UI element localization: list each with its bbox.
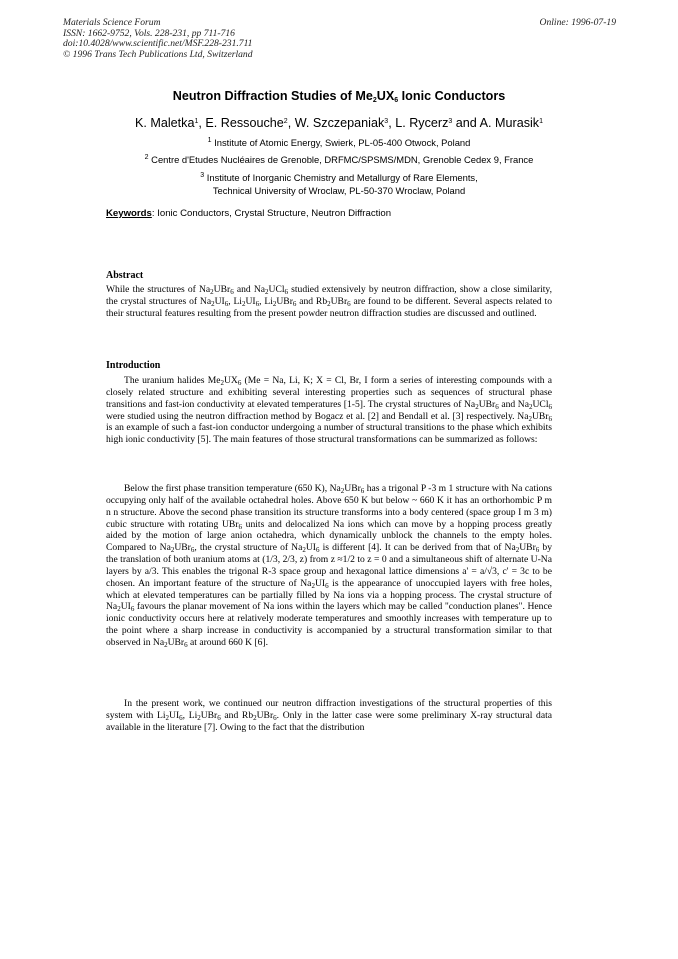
author-name: A. Murasik: [479, 116, 540, 130]
abstract-text: While the structures of $Na_2UBr_6$ and $Na_2UCl_6$ studied extensively by neutron diffraction, show a close similarity, the crystal structures of $Na_2UI_6$, $Li_2UI_6$, $Li_2UBr_6$ and $Rb_2UBr_6$ are found to be different. Several aspects related to their structural features resulting from the present powder neutron diffraction studies are discussed and outlined.: [106, 284, 553, 319]
author-name: L. Rycerz: [395, 116, 449, 130]
keywords-text: Ionic Conductors, Crystal Structure, Neutron Diffraction: [154, 208, 392, 219]
affiliation-1: $^1$ Institute of Atomic Energy, Swierk, PL-05-400 Otwock, Poland: [207, 137, 471, 148]
abstract-heading: Abstract: [106, 270, 144, 281]
author-affiliation-mark: 1: [194, 118, 199, 125]
affiliation-2: $^2$ Centre d'Etudes Nucléaires de Grenoble, DRFMC/SPSMS/MDN, Grenoble Cedex 9, France: [144, 154, 534, 165]
author-affiliation-mark: 2: [283, 118, 288, 125]
author-list: K. Maletka$^1$, E. Ressouche$^2$, W. Szczepaniak$^3$, L. Rycerz$^3$ and A. Murasik$^1$: [134, 116, 544, 130]
author-affiliation-mark: 3: [448, 118, 453, 125]
copyright-line: © 1996 Trans Tech Publications Ltd, Switzerland: [63, 48, 253, 60]
author-affiliation-mark: 3: [384, 118, 389, 125]
intro-paragraph-2: Below the first phase transition temperature (650 K), $Na_2UBr_6$ has a trigonal P -3 m 1 structure with Na cations occupying only half of the available octahedral holes. Above 650 K but below ~ 660 K it has an orthorhombic P m n n structure. Above the second phase transition its structure transforms into a body centered (space group I m 3 m) cubic structure with rotating UBr$_6$ units and delocalized Na ions which can move by a hopping process greatly aided by the motion of large anion octahedra, which dynamically unblock the channels to the empty holes. Compared to $Na_2UBr_6$, the crystal structure of $Na_2UI_6$ is different [4]. It can be derived from that of $Na_2UBr_6$ by the translation of both uranium atoms at (1/3, 2/3, z) from z ≈1/2 to z = 0 and a simultaneous shift of alternate U-Na layers by a/3. This enables the trigonal R-3 space group and hexagonal lattice dimensions a' = a/√3, c' = 3c to be chosen. An important feature of the structure of $Na_2UI_6$ is the appearance of unoccupied layers with free holes, which at elevated temperatures can be partially filled by Na ions via a hopping process. The crystal structure of $Na_2UI_6$ favours the planar movement of Na ions within the layers which may be called "conduction planes". Hence ionic conductivity occurs here at relatively moderate temperatures and smoothly increases with temperature up to the point where a sharp increase in conductivity is accompanied by a structural transformation similar to that observed in $Na_2UBr_6$ at around 660 K [6].: [106, 483, 552, 649]
paper-title: Neutron Diffraction Studies of $Me_2UX_6$ Ionic Conductors: [172, 89, 506, 104]
author-name: W. Szczepaniak: [294, 116, 385, 130]
keywords-label: Keywords: [106, 208, 152, 219]
intro-paragraph-3: In the present work, we continued our neutron diffraction investigations of the structural properties of this system with $Li_2UI_6$, $Li_2UBr_6$ and $Rb_2UBr_6$. Only in the latter case were some preliminary X-ray structural data available in the literature [7]. Owing to the fact that the distribution: [106, 698, 552, 733]
author-name: E. Ressouche: [205, 116, 284, 130]
issn-line: ISSN: 1662-9752, Vols. 228-231, pp 711-716: [63, 27, 235, 39]
author-affiliation-mark: 1: [539, 118, 544, 125]
introduction-heading: Introduction: [106, 360, 161, 371]
intro-paragraph-1: The uranium halides $Me_2UX_6$ (Me = Na, Li, K; X = Cl, Br, I form a series of interesting compounds with a closely related structure and exhibiting several interesting properties such as sequences of structural phase transitions and fast-ion conductivity at elevated temperatures [1-5]. The crystal structures of $Na_2UBr_6$ and $Na_2UCl_6$ were studied using the neutron diffraction method by Bogacz et al. [2] and Bendall et al. [3] respectively. $Na_2UBr_6$ is an example of such a fast-ion conductor undergoing a number of structural transitions to the phase which exhibits high ionic conductivity [5]. The main features of those structural transformations can be summarized as follows:: [106, 375, 553, 446]
author-name: K. Maletka: [134, 116, 195, 130]
journal-name: Materials Science Forum: [63, 17, 161, 28]
affiliation-3: $^3$ Institute of Inorganic Chemistry and Metallurgy of Rare Elements, Technical University of Wroclaw, PL-50-370 Wroclaw, Poland: [200, 172, 478, 196]
keywords: Keywords: Ionic Conductors, Crystal Structure, Neutron Diffraction: [106, 208, 392, 219]
online-date: Online: 1996-07-19: [539, 17, 616, 28]
doi-line[interactable]: doi:10.4028/www.scientific.net/MSF.228-231.711: [63, 38, 253, 50]
